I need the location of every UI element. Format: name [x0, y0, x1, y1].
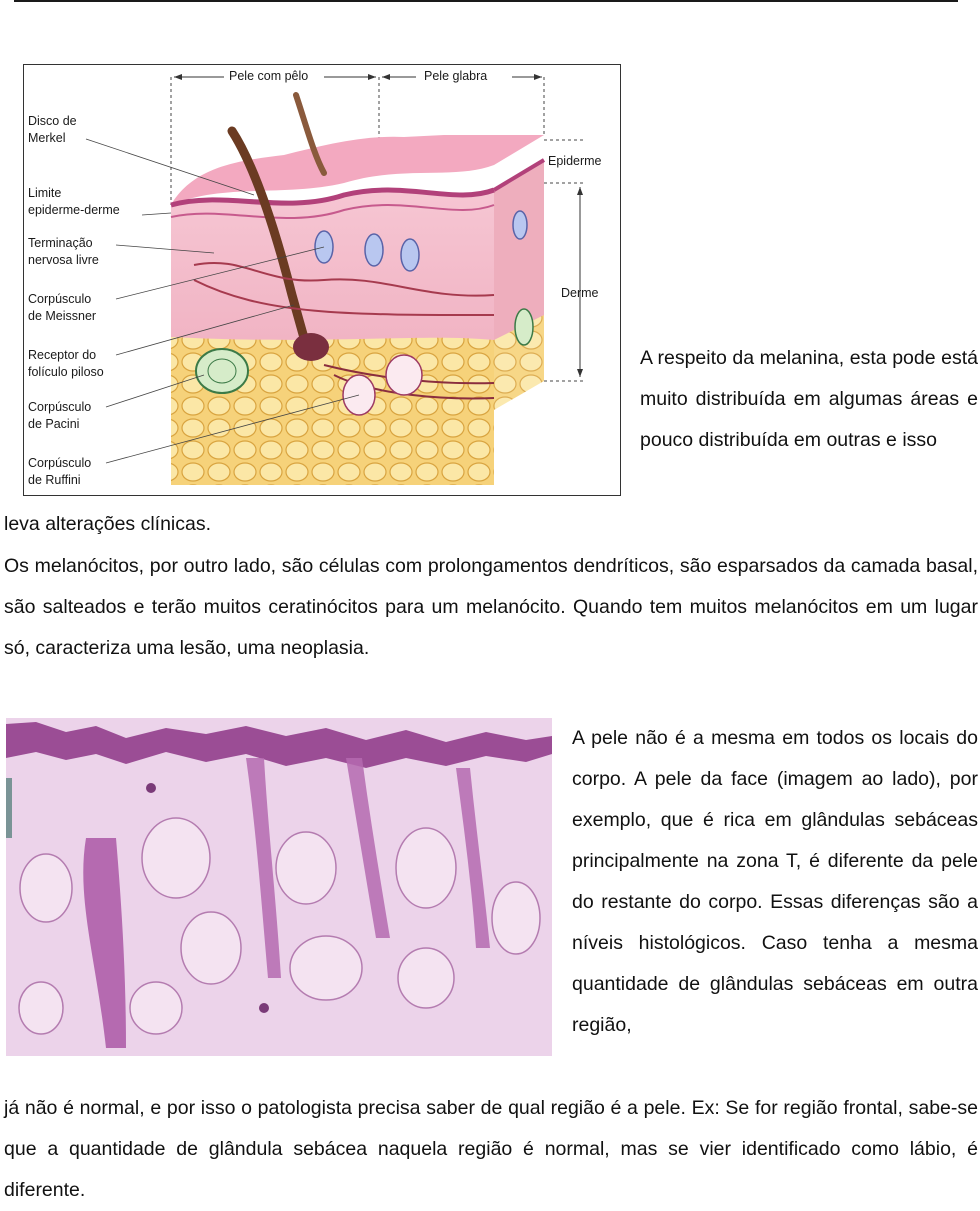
histology-illustration — [6, 718, 552, 1056]
label-line: folículo piloso — [28, 365, 104, 379]
label-line: nervosa livre — [28, 253, 99, 267]
label-line: de Ruffini — [28, 473, 81, 487]
skin-diagram-illustration — [24, 65, 620, 495]
label-corpusculo-de-meissner — [28, 291, 96, 325]
label-corpusculo-de-pacini — [28, 399, 91, 433]
paragraph-pele-face-side: A pele não é a mesma em todos os locais do corpo. A pele da face (imagem ao lado), por exemplo, que é rica em glândulas sebáceas principalmente na zona T, é diferente da pele do restante do corpo. Essas diferenças são a níveis histológicos. Caso tenha a mesma quantidade de glândulas sebáceas em outra região, — [572, 727, 978, 1036]
label-line: Corpúsculo — [28, 400, 92, 414]
header-rule — [14, 0, 958, 2]
label-pele-com-pelo: Pele com pêlo — [229, 69, 309, 83]
label-line: Corpúsculo — [28, 456, 92, 470]
label-line: Terminação — [28, 236, 93, 250]
label-disco-de-merkel — [28, 113, 77, 147]
label-pele-glabra: Pele glabra — [424, 69, 488, 83]
label-line: epiderme-derme — [28, 203, 120, 217]
paragraph-melanina-tail: leva alterações clínicas. — [4, 513, 212, 535]
label-line: de Pacini — [28, 417, 80, 431]
label-line: Limite — [28, 186, 62, 200]
paragraph-melanocitos: Os melanócitos, por outro lado, são células com prolongamentos dendríticos, são esparsados da camada basal, são salteados e terão muitos ceratinócitos para um melanócito. Quando tem muitos melanócitos em um lugar só, caracteriza uma lesão, uma neoplasia. — [4, 555, 978, 659]
label-line: Merkel — [28, 131, 66, 145]
label-limite-epiderme-derme — [28, 185, 120, 219]
skin-diagram-figure — [23, 64, 621, 496]
label-line: Disco de — [28, 114, 77, 128]
histology-micrograph — [6, 718, 552, 1056]
label-derme: Derme — [561, 286, 599, 300]
label-line: Corpúsculo — [28, 292, 92, 306]
paragraph-pele-face-tail: já não é normal, e por isso o patologista precisa saber de qual região é a pele. Ex: Se for região frontal, sabe-se que a quantidade de glândula sebácea naquela região é normal, mas se vier identificado como lábio, é diferente. — [4, 1097, 978, 1201]
label-line: de Meissner — [28, 309, 97, 323]
paragraph-melanina-side: A respeito da melanina, esta pode está muito distribuída em algumas áreas e pouco distribuída em outras e isso — [640, 347, 978, 451]
label-receptor-do-foliculo-piloso — [28, 347, 104, 381]
label-corpusculo-de-ruffini — [28, 455, 91, 489]
label-epiderme: Epiderme — [548, 154, 602, 168]
label-terminacao-nervosa-livre — [28, 235, 99, 269]
label-line: Receptor do — [28, 348, 97, 362]
